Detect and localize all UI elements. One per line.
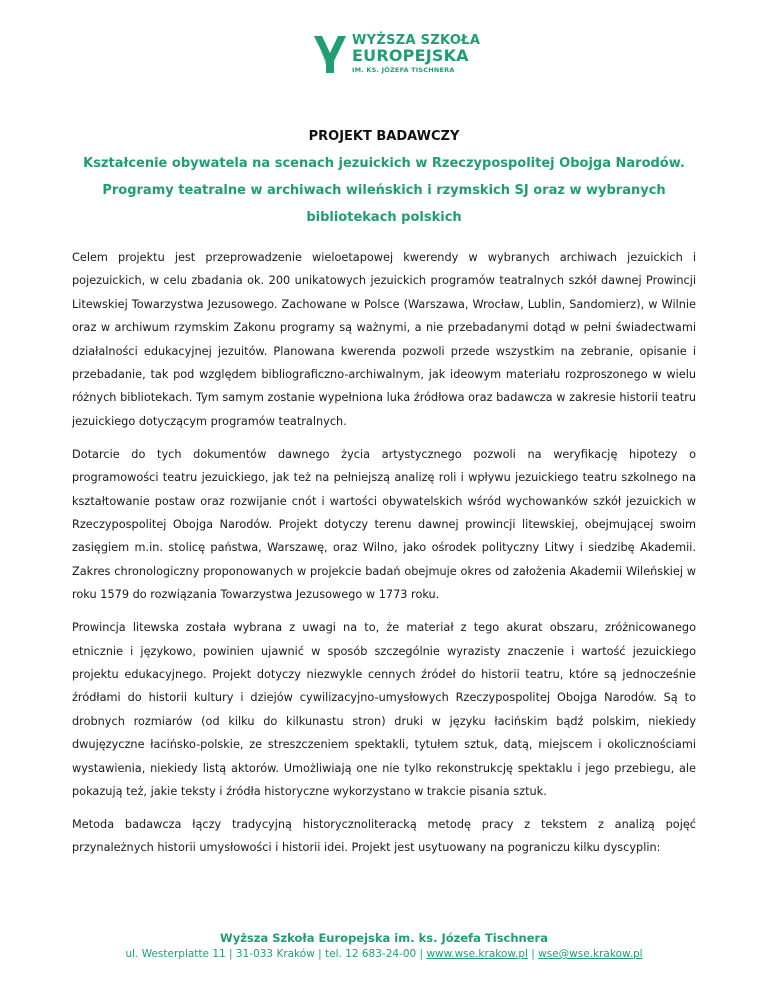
logo-line-2: EUROPEJSKA bbox=[352, 46, 469, 66]
document-body bbox=[72, 246, 696, 869]
footer-separator: | bbox=[527, 948, 539, 960]
wse-logo-icon bbox=[313, 33, 347, 75]
paragraph-4: Metoda badawcza łączy tradycyjną historycznoliteracką metodę pracy z tekstem z analizą pojęć przynależnych historii umysłowości i historii idei. Projekt jest usytuowany na pograniczu kilku dyscyplin: bbox=[72, 817, 696, 855]
paragraph-3: Prowincja litewska została wybrana z uwagi na to, że materiał z tego akurat obszaru, zróżnicowanego etnicznie i językowo, powinien ujawnić w sposób szczególnie wyrazisty znaczenie i wartość jezuickiego projektu edukacyjnego. Projekt dotyczy niezwykle cennych źródeł do historii teatru, które są jednocześnie źródłami do historii kultury i dziejów cywilizacyjno-umysłowych Rzeczypospolitej Obojga Narodów. Są to drobnych rozmiarów (od kilku do kilkunastu stron) druki w języku łacińskim bądź polskim, niekiedy dwujęzyczne łacińsko-polskie, ze streszczeniem spektakli, tytułem sztuk, datą, miejscem i okolicznościami wystawienia, niekiedy listą aktorów. Umożliwiają one nie tylko rekonstrukcję spektaklu i jego przebiegu, ale pokazują też, jakie teksty i źródła historyczne wykorzystano w trakcie pisania sztuk. bbox=[72, 621, 696, 798]
footer-institution-name: Wyższa Szkoła Europejska im. ks. Józefa Tischnera bbox=[220, 931, 548, 945]
logo-line-1: WYŻSZA SZKOŁA bbox=[352, 33, 481, 49]
paragraph-1: Celem projektu jest przeprowadzenie wieloetapowej kwerendy w wybranych archiwach jezuickich i pojezuickich, w celu zbadania ok. 200 unikatowych jezuickich programów teatralnych szkół dawnej Prowincji Litewskiej Towarzystwa Jezusowego. Zachowane w Polsce (Warszawa, Wrocław, Lublin, Sandomierz), w Wilnie oraz w archiwum rzymskim Zakonu programy są ważnymi, a nie przebadanymi dotąd w pełni świadectwami działalności edukacyjnej jezuitów. Planowana kwerenda pozwoli przede wszystkim na zebranie, opisanie i przebadanie, tak pod względem bibliograficzno-archiwalnym, jak ideowym materiału rozproszonego w wielu różnych bibliotekach. Tym samym zostanie wypełniona luka źródłowa oraz badawcza w zakresie historii teatru jezuickiego dotyczącym programów teatralnych. bbox=[72, 251, 696, 428]
title-block bbox=[60, 123, 708, 231]
footer-contact bbox=[0, 946, 768, 962]
document-heading: PROJEKT BADAWCZY bbox=[308, 129, 460, 144]
website-link[interactable]: www.wse.krakow.pl bbox=[426, 948, 528, 960]
logo-line-3: IM. KS. JÓZEFA TISCHNERA bbox=[352, 66, 455, 75]
email-link[interactable]: wse@wse.krakow.pl bbox=[538, 948, 643, 960]
page-footer bbox=[0, 931, 768, 962]
footer-address: ul. Westerplatte 11 | 31-033 Kraków | tel. 12 683-24-00 | bbox=[125, 948, 427, 960]
paragraph-2: Dotarcie do tych dokumentów dawnego życia artystycznego pozwoli na weryfikację hipotezy o programowości teatru jezuickiego, jak też na pełniejszą analizę roli i wpływu jezuickiego teatru szkolnego na kształtowanie postaw oraz rozwijanie cnót i wartości obywatelskich wśród wychowanków szkół jezuickich w Rzeczypospolitej Obojga Narodów. Projekt dotyczy terenu dawnej prowincji litewskiej, obejmującej swoim zasięgiem m.in. stolicę państwa, Warszawę, oraz Wilno, jako ośrodek polityczny Litwy i siedzibę Akademii. Zakres chronologiczny proponowanych w projekcie badań obejmuje okres od założenia Akademii Wileńskiej w roku 1579 do rozwiązania Towarzystwa Jezusowego w 1773 roku. bbox=[72, 447, 696, 602]
project-title: Kształcenie obywatela na scenach jezuickich w Rzeczypospolitej Obojga Narodów. Programy teatralne w archiwach wileńskich i rzymskich SJ oraz w wybranych bibliotekach polskich bbox=[83, 156, 685, 225]
university-logo bbox=[313, 33, 480, 75]
